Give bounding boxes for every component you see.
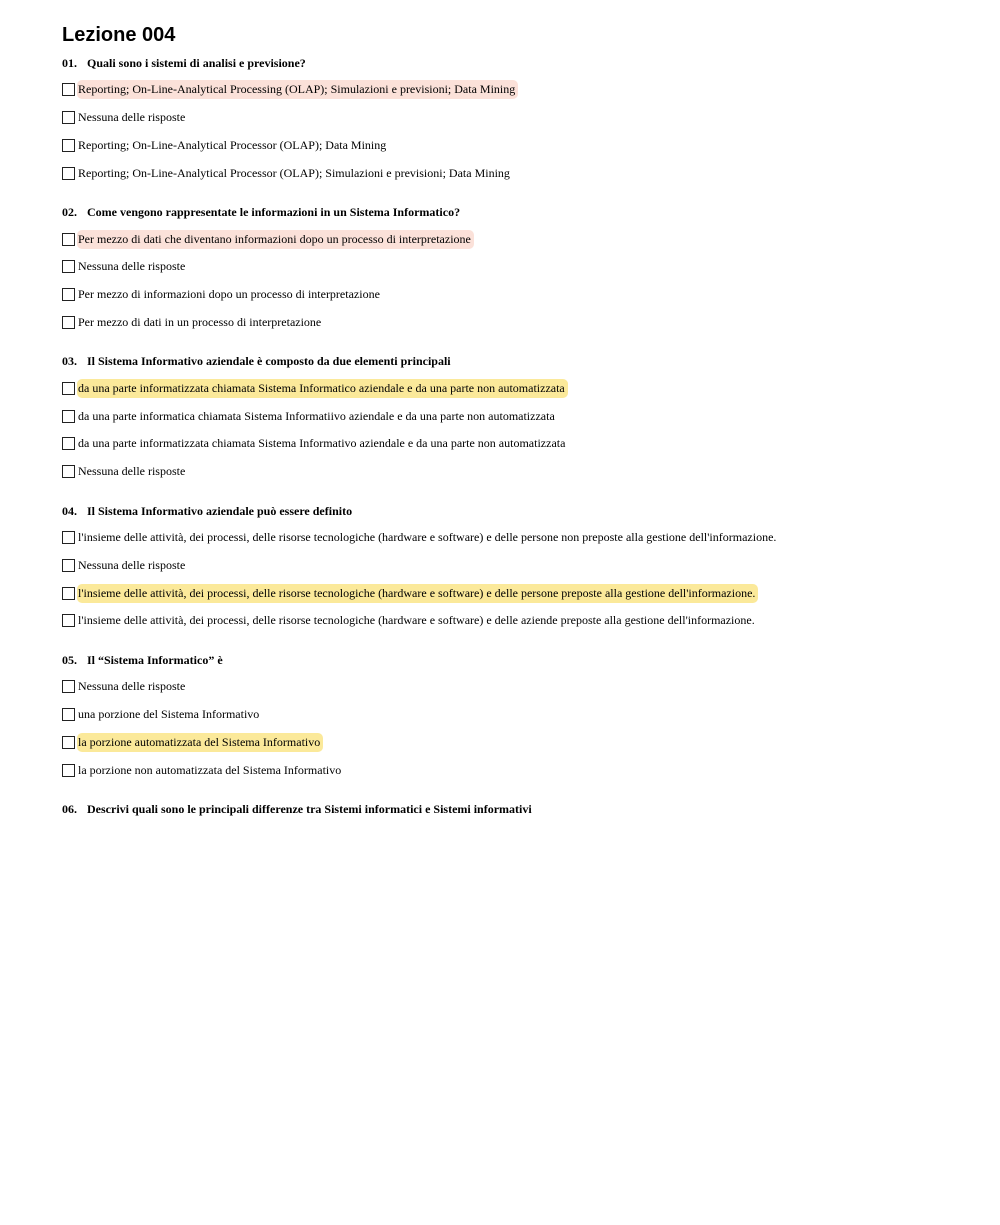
- answer-option: [62, 253, 962, 281]
- question-title: [62, 503, 962, 519]
- answer-checkbox[interactable]: [62, 680, 75, 693]
- answer-option: [62, 701, 962, 729]
- answer-checkbox[interactable]: [62, 167, 75, 180]
- answer-checkbox[interactable]: [62, 531, 75, 544]
- answer-option: [62, 728, 962, 756]
- answer-text: Nessuna delle risposte: [78, 464, 186, 479]
- question-number: 02.: [62, 205, 77, 220]
- question-number: 03.: [62, 354, 77, 369]
- answer-option: [62, 281, 962, 309]
- question-title: [62, 652, 962, 668]
- answer-text: Per mezzo di dati che diventano informazioni dopo un processo di interpretazione: [77, 230, 474, 249]
- answer-text: Reporting; On-Line-Analytical Processor (OLAP); Data Mining: [78, 137, 387, 152]
- answer-option: [62, 430, 962, 458]
- answer-checkbox[interactable]: [62, 736, 75, 749]
- question-text: Descrivi quali sono le principali differenze tra Sistemi informatici e Sistemi informativi: [87, 801, 532, 816]
- answer-text: Nessuna delle risposte: [78, 259, 186, 274]
- question-title: [62, 55, 962, 71]
- answer-text: l'insieme delle attività, dei processi, delle risorse tecnologiche (hardware e software) e delle persone preposte alla gestione dell'informazione.: [77, 584, 758, 603]
- answer-option: [62, 402, 962, 430]
- answer-text: da una parte informatizzata chiamata Sistema Informativo aziendale e da una parte non automatizzata: [78, 436, 566, 451]
- answer-option: [62, 551, 962, 579]
- answer-option: [62, 524, 962, 552]
- answer-checkbox[interactable]: [62, 139, 75, 152]
- answer-option: [62, 673, 962, 701]
- answer-text: la porzione automatizzata del Sistema Informativo: [77, 733, 323, 752]
- answer-option: [62, 132, 962, 160]
- question-title: [62, 801, 962, 817]
- question-1: [62, 55, 962, 187]
- answer-text: Reporting; On-Line-Analytical Processing (OLAP); Simulazioni e previsioni; Data Mining: [77, 80, 518, 99]
- answer-option: [62, 76, 962, 104]
- answer-checkbox[interactable]: [62, 708, 75, 721]
- answer-text: Nessuna delle risposte: [78, 557, 186, 572]
- question-title: [62, 204, 962, 220]
- question-list: [62, 55, 962, 817]
- question-number: 06.: [62, 801, 77, 816]
- question-number: 04.: [62, 503, 77, 518]
- answer-text: Per mezzo di dati in un processo di interpretazione: [78, 314, 322, 329]
- answer-checkbox[interactable]: [62, 614, 75, 627]
- question-text: Come vengono rappresentate le informazioni in un Sistema Informatico?: [87, 205, 461, 220]
- answer-option: [62, 159, 962, 187]
- question-6: [62, 801, 962, 817]
- answer-text: da una parte informatizzata chiamata Sistema Informatico aziendale e da una parte non automatizzata: [77, 379, 568, 398]
- answer-text: una porzione del Sistema Informativo: [78, 706, 260, 721]
- question-text: Il Sistema Informativo aziendale è composto da due elementi principali: [87, 354, 451, 369]
- answer-option: [62, 225, 962, 253]
- question-number: 01.: [62, 56, 77, 70]
- answer-text: da una parte informatica chiamata Sistema Informatiivo aziendale e da una parte non automatizzata: [78, 408, 555, 423]
- answer-checkbox[interactable]: [62, 382, 75, 395]
- answer-checkbox[interactable]: [62, 111, 75, 124]
- question-text: Quali sono i sistemi di analisi e previsione?: [87, 56, 306, 70]
- answer-option: [62, 374, 962, 402]
- answer-text: Reporting; On-Line-Analytical Processor (OLAP); Simulazioni e previsioni; Data Mining: [78, 165, 510, 180]
- question-text: Il Sistema Informativo aziendale può essere definito: [87, 503, 353, 518]
- question-5: [62, 652, 962, 784]
- question-4: [62, 503, 962, 635]
- answer-checkbox[interactable]: [62, 764, 75, 777]
- answer-option: [62, 458, 962, 486]
- answer-option: [62, 607, 962, 635]
- question-text: Il “Sistema Informatico” è: [87, 652, 223, 667]
- answer-checkbox[interactable]: [62, 587, 75, 600]
- answer-checkbox[interactable]: [62, 233, 75, 246]
- answer-checkbox[interactable]: [62, 316, 75, 329]
- answer-text: la porzione non automatizzata del Sistema Informativo: [78, 762, 342, 777]
- answer-text: Nessuna delle risposte: [78, 679, 186, 694]
- document-page: [62, 22, 962, 834]
- question-3: [62, 353, 962, 485]
- answer-option: [62, 756, 962, 784]
- answer-checkbox[interactable]: [62, 83, 75, 96]
- question-title: [62, 353, 962, 369]
- answer-text: l'insieme delle attività, dei processi, delle risorse tecnologiche (hardware e software) e delle aziende preposte alla gestione dell'informazione.: [78, 613, 755, 628]
- question-number: 05.: [62, 652, 77, 667]
- answer-checkbox[interactable]: [62, 559, 75, 572]
- question-2: [62, 204, 962, 336]
- answer-option: [62, 579, 962, 607]
- answer-text: Per mezzo di informazioni dopo un processo di interpretazione: [78, 287, 380, 302]
- answer-checkbox[interactable]: [62, 260, 75, 273]
- answer-text: l'insieme delle attività, dei processi, delle risorse tecnologiche (hardware e software) e delle persone non preposte alla gestione dell'informazione.: [78, 529, 777, 544]
- answer-text: Nessuna delle risposte: [78, 110, 186, 125]
- answer-checkbox[interactable]: [62, 465, 75, 478]
- answer-checkbox[interactable]: [62, 437, 75, 450]
- answer-checkbox[interactable]: [62, 288, 75, 301]
- lesson-title: Lezione 004: [62, 24, 176, 46]
- answer-option: [62, 104, 962, 132]
- answer-checkbox[interactable]: [62, 410, 75, 423]
- answer-option: [62, 309, 962, 337]
